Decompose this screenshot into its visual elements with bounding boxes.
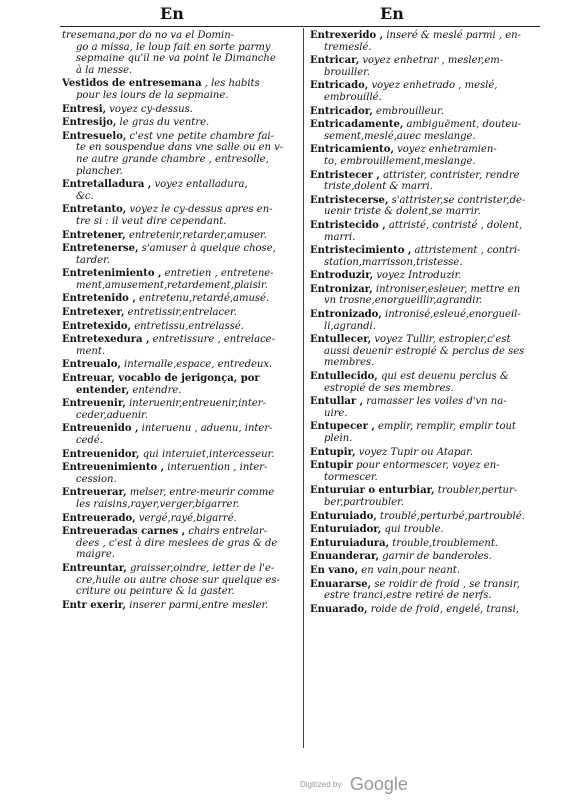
- dictionary-entry: [310, 511, 542, 523]
- dictionary-entry: [62, 359, 298, 371]
- entry-definition: voyez enhetrar , mesler,em- brouiller.: [324, 55, 504, 78]
- entry-headword: Entrexerido ,: [310, 30, 384, 41]
- entry-definition: roide de froid, engelé, transi,: [370, 603, 520, 615]
- entry-definition: s'attrister,se contrister,de- uenir triste & dolent,se marrir.: [324, 194, 526, 218]
- entry-headword: Entronizado,: [310, 309, 382, 321]
- dictionary-entry: [62, 487, 298, 510]
- entry-headword: Entretanto,: [62, 204, 127, 216]
- entry-definition: voyez Tupir ou Atapar.: [358, 446, 474, 458]
- dictionary-entry: [62, 513, 298, 525]
- entry-definition: voyez entalladura, &c.: [76, 179, 248, 202]
- dictionary-entry: [62, 30, 298, 76]
- entry-definition: voyez le cy-dessus apres en- tre si : il veut dire cependant.: [76, 204, 273, 227]
- dictionary-entry: [310, 524, 542, 536]
- entry-headword: Entretenimiento ,: [62, 268, 162, 280]
- dictionary-entry: [62, 268, 298, 291]
- entry-headword: Entretexer,: [62, 307, 125, 319]
- entry-definition: qui interuiet,intercesseur.: [142, 448, 275, 460]
- dictionary-entry: [62, 307, 298, 319]
- entry-definition: voyez cy-dessus.: [109, 103, 193, 115]
- dictionary-entry: [310, 334, 542, 369]
- digitized-by-text: Digitized by: [300, 780, 342, 789]
- entry-definition: troublé,perturbé,partroublé.: [379, 510, 525, 522]
- entry-headword: Entresi,: [62, 103, 107, 115]
- entry-headword: Entreuerado,: [62, 512, 136, 524]
- dictionary-entry: [310, 485, 542, 508]
- dictionary-entry: [310, 396, 542, 419]
- entry-definition: s'amuser à quelque chose, tarder.: [76, 243, 276, 266]
- dictionary-entry: [310, 119, 542, 142]
- column-divider: [303, 28, 304, 748]
- dictionary-entry: [310, 144, 542, 167]
- entry-definition: interuention , inter- cession.: [76, 462, 268, 485]
- entry-definition: ambiguëment, douteu- sement,meslé,auec meslange.: [324, 119, 522, 142]
- right-column: [310, 30, 542, 617]
- entry-definition: attristé, contristé , dolent, marri.: [324, 219, 523, 243]
- entry-headword: Entreuenido ,: [62, 423, 139, 435]
- entry-headword: Entullar ,: [310, 396, 364, 408]
- entry-headword: Entreuntar,: [62, 562, 127, 574]
- entry-headword: Entreuar, vocablo de jerigonça, por entender,: [62, 373, 260, 396]
- dictionary-entry: [310, 579, 542, 602]
- entry-definition: emplir, remplir, emplir tout plein.: [324, 421, 516, 444]
- dictionary-entry: [62, 104, 298, 116]
- entry-headword: Entupir,: [310, 446, 356, 458]
- entry-headword: Entresijo,: [62, 117, 117, 129]
- dictionary-entry: [310, 195, 542, 218]
- entry-headword: Enturuiadura,: [310, 537, 390, 549]
- entry-definition: entretenu,retardé,amusé.: [139, 293, 270, 305]
- entry-definition: attrister, contrister, rendre triste,dolent & marri.: [324, 169, 520, 193]
- dictionary-entry: [62, 334, 298, 357]
- entry-headword: Entricamiento,: [310, 144, 394, 156]
- entry-headword: Entristecer ,: [310, 169, 380, 181]
- entry-definition: vergé,rayé,bigarré.: [138, 512, 237, 524]
- entry-definition: interuenu , aduenu, inter- cedé.: [76, 423, 273, 446]
- dictionary-entry: [310, 170, 542, 193]
- entry-headword: Entristecerse,: [310, 194, 389, 206]
- entry-headword: Enuararse,: [310, 578, 372, 590]
- dictionary-entry: [62, 373, 298, 396]
- entry-definition: attristement , contri- station,marrisson,tristesse.: [324, 245, 521, 268]
- dictionary-entry: [310, 551, 542, 563]
- dictionary-entry: [62, 563, 298, 598]
- entry-definition: entendre.: [132, 384, 182, 396]
- dictionary-entry: [310, 245, 542, 268]
- entry-headword: Entresuelo,: [62, 130, 127, 142]
- entry-headword: Entreuerar,: [62, 487, 127, 499]
- entry-definition: entretissir,entrelacer.: [127, 307, 237, 319]
- entry-definition: se roidir de froid , se transir, estre tranci,estre retiré de nerfs.: [324, 578, 520, 602]
- entry-headword: Enuanderar,: [310, 551, 380, 563]
- entry-definition: qui est deuenu perclus & estropié de ses membres.: [324, 371, 509, 394]
- entry-headword: Entretexedura ,: [62, 334, 150, 346]
- entry-headword: Entretenerse,: [62, 243, 139, 255]
- entry-headword: Entullecer,: [310, 334, 372, 346]
- entry-definition: voyez enhetrado , meslé, embrouillé.: [324, 80, 498, 103]
- entry-definition: entretien , entretene- ment,amusement,retardement,plaisir.: [76, 268, 274, 291]
- entry-definition: entretissure , entrelace- ment.: [76, 334, 275, 357]
- dictionary-entry: [310, 106, 542, 118]
- entry-headword: Enturuiado,: [310, 510, 377, 522]
- entry-headword: Entreuenidor,: [62, 448, 140, 460]
- entry-definition: inserer parmi,entre mesler.: [129, 599, 269, 611]
- entry-definition: embrouilleur.: [376, 105, 444, 117]
- dictionary-entry: [62, 462, 298, 485]
- entry-definition: voyez Introduzir.: [376, 270, 462, 282]
- entry-definition: entretissu,entrelassé.: [134, 320, 244, 332]
- entry-headword: En vano,: [310, 564, 359, 576]
- dictionary-entry: [62, 179, 298, 202]
- entry-definition: inseré & meslé parmi , en- tremeslé.: [324, 30, 521, 53]
- dictionary-entry: [62, 117, 298, 129]
- header-right: En: [380, 4, 404, 23]
- dictionary-entry: [62, 243, 298, 266]
- dictionary-entry: [62, 293, 298, 305]
- dictionary-entry: [310, 565, 542, 577]
- entry-headword: Enturuiador,: [310, 524, 382, 536]
- entry-definition: graisser,oindre, ietter de l'e- cre,huile ou autre chose sur quelque es- criture ou peinture & la gaster.: [76, 562, 280, 598]
- entry-headword: Entreualo,: [62, 359, 121, 371]
- dictionary-entry: [62, 423, 298, 446]
- dictionary-entry: [310, 447, 542, 459]
- entry-headword: Entr exerir,: [62, 599, 127, 611]
- dictionary-entry: [62, 600, 298, 612]
- dictionary-entry: [310, 604, 542, 616]
- google-logo: Google: [349, 774, 408, 794]
- entry-headword: Entricadamente,: [310, 119, 404, 131]
- dictionary-entry: [62, 526, 298, 561]
- entry-headword: Entretenido ,: [62, 293, 136, 305]
- entry-definition: intronisé,esleué,enorgueil- li,agrandi.: [324, 309, 521, 332]
- entry-headword: Entroduzir,: [310, 270, 374, 282]
- header-left: En: [160, 4, 184, 23]
- entry-headword: Entretexido,: [62, 320, 132, 332]
- entry-headword: Enturuiar o enturbiar,: [310, 485, 435, 497]
- entry-definition: c'est vne petite chambre fai- te en souspendue dans vne salle ou en v- ne autre grande chambre , entresolle, plancher.: [76, 130, 284, 177]
- dictionary-entry: [62, 131, 298, 177]
- entry-definition: introniser,esleuer, mettre en vn trosne,enorgueillir,agrandir.: [324, 283, 521, 307]
- entry-headword: Entristecido ,: [310, 219, 386, 231]
- entry-headword: Entricado,: [310, 80, 369, 92]
- dictionary-entry: [310, 284, 542, 307]
- entry-headword: Entreuenir,: [62, 398, 126, 410]
- entry-definition: troubler,pertur- ber,partroubler.: [324, 485, 518, 508]
- entry-definition: voyez enhetramien- to, embrouillement,meslange.: [324, 144, 497, 167]
- entry-headword: Entreuenimiento ,: [62, 462, 165, 474]
- dictionary-entry: [62, 398, 298, 421]
- entry-definition: interuenir,entreuenir,inter- ceder,aduenir.: [76, 398, 266, 421]
- entry-headword: Entronizar,: [310, 283, 373, 295]
- dictionary-entry: [310, 270, 542, 282]
- entry-headword: Entricar,: [310, 55, 360, 67]
- entry-headword: Entullecido,: [310, 371, 378, 383]
- dictionary-entry: [310, 55, 542, 78]
- dictionary-entry: [310, 421, 542, 444]
- entry-definition: melser, entre-meurir comme les raisins,rayer,verger,bigarrer.: [76, 487, 275, 510]
- dictionary-entry: [310, 371, 542, 394]
- entry-definition: garnir de banderoles.: [382, 551, 492, 563]
- entry-definition: , les habits pour les iours de la sepmaine.: [76, 78, 260, 101]
- dictionary-entry: [310, 80, 542, 103]
- entry-definition: trouble,troublement.: [392, 537, 499, 549]
- entry-definition: ramasser les voiles d'vn na- uire.: [324, 396, 507, 419]
- dictionary-entry: [62, 78, 298, 101]
- entry-definition: chairs entrelar- dees , c'est à dire meslees de gras & de maigre.: [76, 526, 278, 561]
- entry-definition: tresemana,por do no va el Domin- go a missa, le loup fait en sorte parmy sepmaine qu'il ne va point le Dimanche à la messe.: [62, 30, 276, 76]
- entry-headword: Entristecimiento ,: [310, 245, 412, 257]
- entry-definition: pour entormescer, voyez en- tormescer.: [324, 460, 500, 483]
- dictionary-entry: [310, 538, 542, 550]
- dictionary-entry: [62, 230, 298, 242]
- running-header: [60, 4, 540, 24]
- left-column: [62, 30, 298, 613]
- dictionary-entry: [62, 321, 298, 333]
- entry-definition: qui trouble.: [384, 524, 444, 536]
- dictionary-entry: [310, 309, 542, 332]
- entry-headword: Entricador,: [310, 105, 373, 117]
- entry-headword: Entretalladura ,: [62, 179, 152, 191]
- entry-headword: Entupecer ,: [310, 421, 375, 433]
- entry-definition: entretenir,retarder,amuser.: [128, 229, 267, 241]
- digitized-watermark: [300, 774, 408, 795]
- dictionary-entry: [310, 460, 542, 483]
- entry-definition: en vain,pour neant.: [361, 564, 461, 576]
- entry-definition: internalle,espace, entredeux.: [124, 359, 273, 371]
- dictionary-entry: [62, 204, 298, 227]
- dictionary-entry: [62, 449, 298, 461]
- entry-definition: le gras du ventre.: [119, 117, 210, 129]
- entry-headword: Entretener,: [62, 229, 126, 241]
- entry-headword: Vestidos de entresemana: [62, 78, 202, 90]
- entry-headword: Enuarado,: [310, 603, 368, 615]
- dictionary-entry: [310, 30, 542, 53]
- dictionary-entry: [310, 220, 542, 243]
- entry-headword: Entupir: [310, 460, 353, 472]
- header-rule: [60, 26, 540, 27]
- entry-definition: voyez Tullir, estropier,c'est aussi deuenir estropié & perclus de ses membres.: [324, 334, 525, 369]
- entry-headword: Entreueradas carnes ,: [62, 526, 186, 538]
